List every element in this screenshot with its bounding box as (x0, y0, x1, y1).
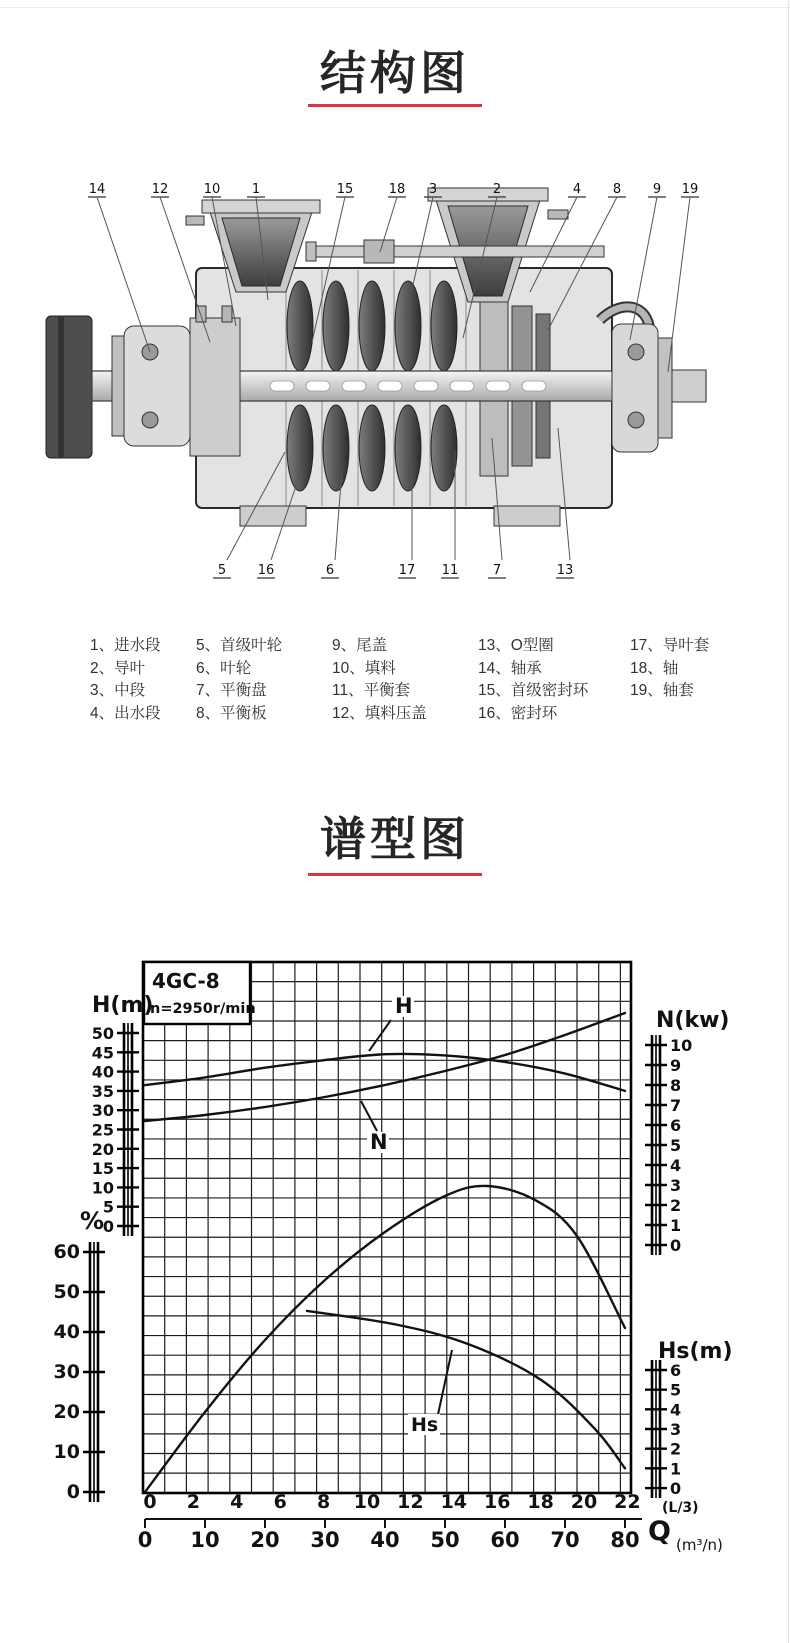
coupling (46, 316, 92, 458)
x-tick-label: 4 (230, 1491, 244, 1513)
axis-tick-label: 15 (91, 1159, 114, 1179)
x-tick-label: 20 (570, 1491, 598, 1513)
legend-item: 15、首级密封环 (478, 682, 589, 699)
q-axis-name: Q (648, 1516, 671, 1547)
axis-tick-label: 6 (670, 1361, 682, 1380)
page-top-border (0, 7, 790, 8)
x-tick-label: 22 (614, 1491, 641, 1513)
x-tick-label: 16 (483, 1491, 511, 1513)
axis-tick-label: 40 (91, 1062, 114, 1082)
axis-tick-label: 1 (670, 1459, 682, 1479)
callout-number: 18 (388, 182, 406, 197)
legend-item: 19、轴套 (630, 682, 694, 699)
q-tick-label: 0 (137, 1528, 153, 1552)
structure-title-underline (308, 104, 482, 107)
x-tick-label: 8 (316, 1491, 331, 1513)
q-tick-label: 60 (490, 1528, 520, 1552)
legend-item: 10、填料 (332, 659, 396, 677)
legend-item: 2、导叶 (90, 659, 146, 677)
axis-tick-label: 9 (670, 1056, 682, 1075)
q-tick-label: 10 (190, 1528, 220, 1552)
axis-tick-label: 5 (102, 1197, 114, 1217)
axis-tick-label: 0 (670, 1479, 682, 1499)
axis-title-H: H(m) (92, 993, 154, 1018)
axis-tick-label: 45 (91, 1043, 114, 1063)
legend-item: 7、平衡盘 (196, 682, 267, 699)
legend-item: 11、平衡套 (332, 682, 411, 699)
callout-number: 6 (325, 563, 335, 578)
curve-title-underline (308, 873, 482, 876)
x-tick-label: 18 (527, 1491, 554, 1513)
axis-tick-label: 2 (670, 1196, 682, 1215)
q-tick-label: 30 (310, 1528, 340, 1552)
structure-section-title: 结构图 (320, 47, 470, 99)
axis-tick-label: 30 (53, 1361, 80, 1383)
callout-number: 10 (203, 182, 221, 197)
axis-tick-label: 0 (66, 1481, 80, 1503)
axis-tick-label: 20 (53, 1401, 80, 1423)
axis-tick-label: 8 (670, 1076, 682, 1095)
callout-number: 2 (492, 182, 502, 197)
legend-item: 3、中段 (90, 682, 146, 699)
callout-number: 7 (492, 563, 502, 578)
q-tick-label: 20 (250, 1528, 280, 1552)
callout-number: 8 (612, 182, 622, 197)
legend-column (478, 633, 588, 723)
axis-title-pct: % (80, 1207, 105, 1235)
pump-speed: n=2950r/min (150, 1001, 256, 1017)
legend-item: 4、出水段 (90, 704, 161, 722)
q-tick-label: 80 (610, 1528, 640, 1552)
q-tick-label: 70 (550, 1528, 580, 1552)
curve-section-title: 谱型图 (320, 813, 470, 865)
callout-number: 15 (336, 182, 354, 197)
pump-cross-section-diagram (0, 160, 790, 600)
legend-item: 14、轴承 (478, 659, 542, 677)
callout-number: 11 (441, 563, 459, 578)
x-tick-label: 6 (273, 1491, 287, 1513)
axis-tick-label: 10 (91, 1178, 114, 1198)
x-primary-unit: (L/3) (662, 1500, 699, 1516)
axis-tick-label: 6 (670, 1116, 682, 1135)
callout-number: 13 (556, 563, 574, 578)
callout-number: 9 (652, 182, 662, 197)
performance-curve-chart (0, 895, 790, 1580)
chart-root (54, 962, 733, 1554)
x-tick-label: 0 (143, 1491, 157, 1513)
legend-item: 5、首级叶轮 (196, 637, 283, 654)
callout-number: 12 (151, 182, 169, 197)
axis-tick-label: 4 (670, 1156, 682, 1175)
axis-tick-label: 5 (670, 1380, 682, 1400)
x-tick-label: 2 (186, 1491, 201, 1513)
callout-number: 4 (572, 182, 582, 197)
curve-label-H: H (395, 994, 413, 1018)
axis-tick-label: 50 (91, 1024, 114, 1043)
axis-tick-label: 60 (53, 1241, 80, 1263)
legend-item: 12、填料压盖 (332, 704, 427, 722)
left-bearing-housing (112, 306, 240, 456)
legend-item: 6、叶轮 (196, 659, 252, 677)
axis-tick-label: 30 (91, 1101, 114, 1121)
curve-label-N: N (370, 1130, 388, 1154)
plot-border (143, 962, 631, 1493)
callout-number: 3 (428, 182, 438, 197)
axis-tick-label: 5 (670, 1136, 682, 1155)
axis-tick-label: 3 (670, 1176, 682, 1195)
axis-tick-label: 0 (102, 1217, 114, 1236)
axis-tick-label: 7 (670, 1096, 682, 1115)
legend-column (196, 633, 282, 723)
pump-model: 4GC-8 (152, 969, 220, 993)
axis-tick-label: 0 (670, 1236, 682, 1255)
legend-item: 18、轴 (630, 659, 679, 677)
curve-label-Hs: Hs (411, 1414, 439, 1436)
callout-number: 16 (257, 563, 275, 578)
x-tick-label: 10 (353, 1491, 381, 1513)
legend-column (332, 633, 427, 723)
axis-tick-label: 50 (53, 1281, 80, 1303)
axis-tick-label: 3 (670, 1420, 682, 1440)
axis-tick-label: 10 (53, 1441, 80, 1463)
legend-column (630, 633, 709, 701)
axis-title-Hs: Hs(m) (658, 1339, 733, 1364)
legend-item: 9、尾盖 (332, 637, 388, 654)
parts-legend (0, 633, 790, 738)
q-tick-label: 50 (430, 1528, 460, 1552)
callout-number: 1 (251, 182, 261, 197)
axis-tick-label: 25 (91, 1120, 114, 1140)
q-axis-unit: (m³/n) (676, 1536, 723, 1554)
callout-number: 14 (88, 182, 106, 197)
axis-tick-label: 10 (670, 1036, 693, 1055)
legend-item: 17、导叶套 (630, 637, 710, 654)
axis-tick-label: 4 (670, 1400, 682, 1420)
curve-efficiency (145, 1186, 625, 1492)
x-tick-label: 12 (397, 1491, 424, 1513)
legend-item: 8、平衡板 (196, 704, 267, 722)
x-tick-label: 14 (440, 1491, 468, 1513)
legend-column (90, 633, 161, 723)
legend-item: 16、密封环 (478, 704, 558, 722)
axis-tick-label: 1 (670, 1216, 682, 1235)
axis-tick-label: 40 (53, 1321, 80, 1343)
axis-tick-label: 35 (91, 1081, 114, 1101)
axis-tick-label: 20 (91, 1139, 114, 1159)
callout-number: 19 (681, 182, 699, 197)
legend-item: 13、O型圈 (478, 637, 554, 654)
callout-number: 17 (398, 563, 416, 578)
axis-tick-label: 2 (670, 1439, 682, 1459)
legend-item: 1、进水段 (90, 637, 161, 654)
axis-title-N: N(kw) (656, 1008, 730, 1033)
tail-cover (612, 324, 706, 452)
q-tick-label: 40 (370, 1528, 400, 1552)
callout-number: 5 (217, 563, 227, 578)
